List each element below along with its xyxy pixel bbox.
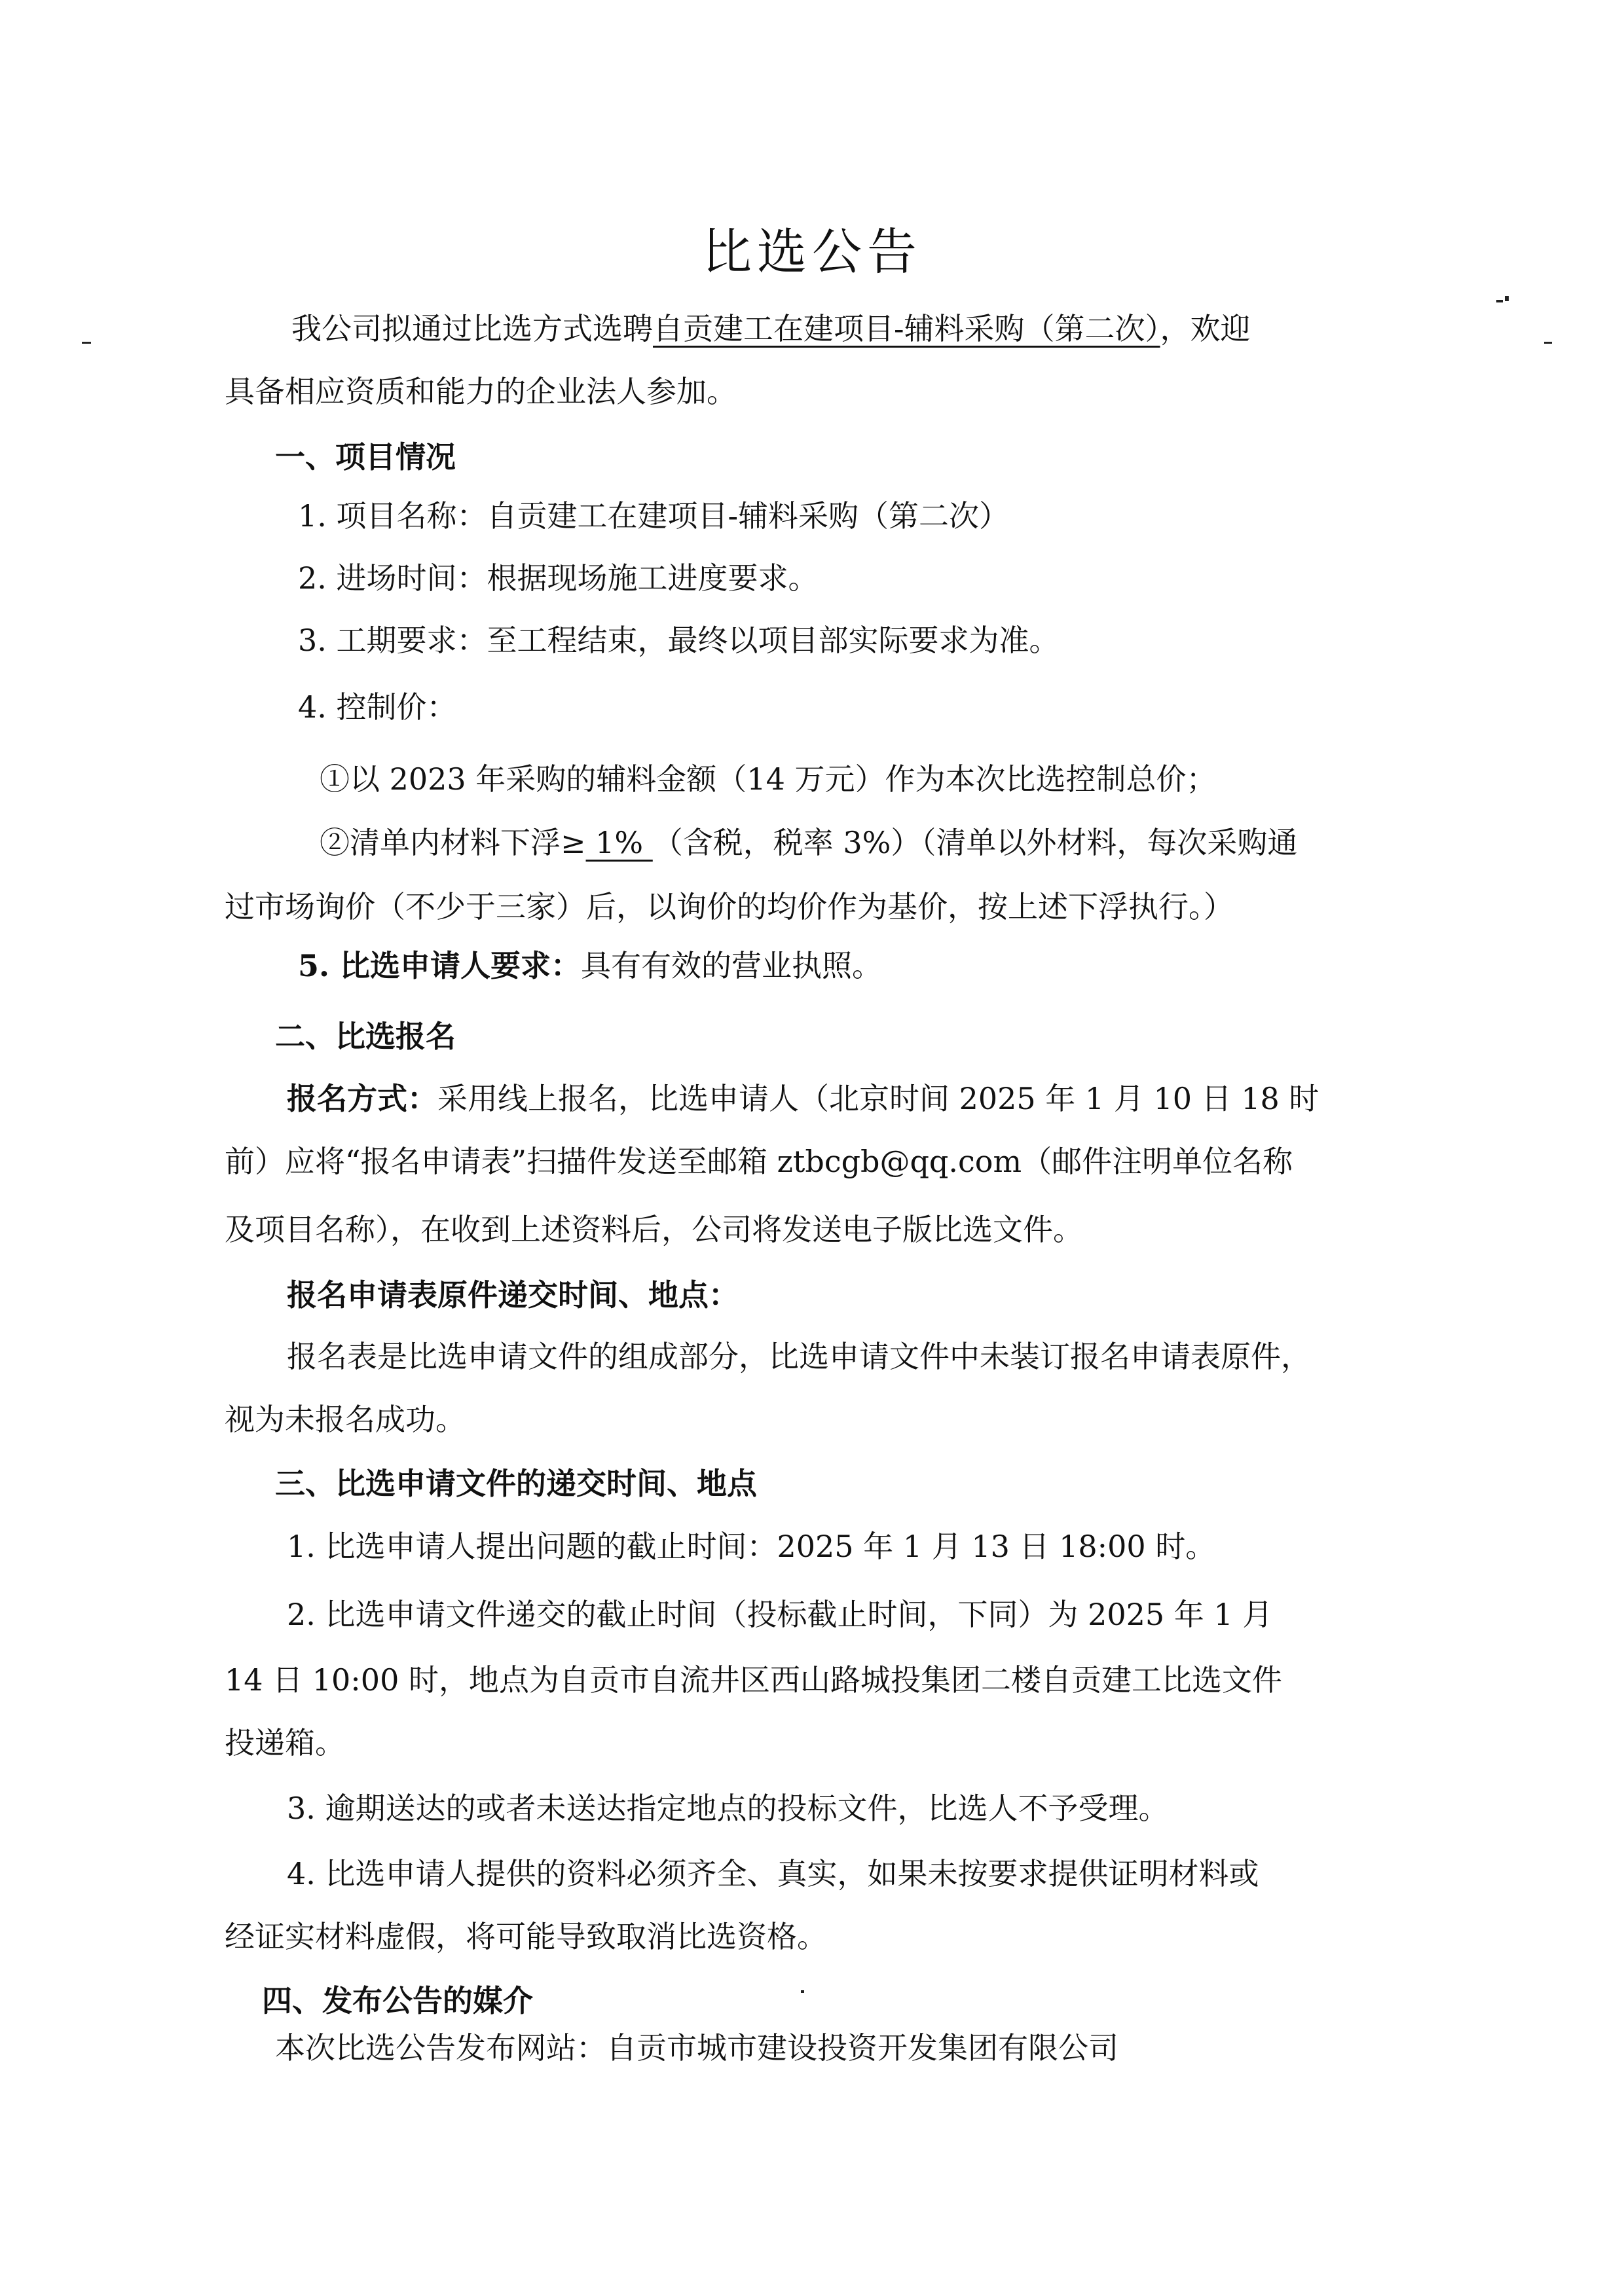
s1-item-1: 1. 项目名称：自贡建工在建项目-辅料采购（第二次） [298, 498, 1010, 534]
s1-price-2-rate: 1% [585, 825, 653, 860]
page-title: 比选公告 [702, 223, 922, 281]
s2-method-line-3: 及项目名称），在收到上述资料后，公司将发送电子版比选文件。 [225, 1212, 1083, 1247]
section-4-heading: 四、发布公告的媒介 [262, 1983, 533, 2018]
s3-item-4-line-1: 4. 比选申请人提供的资料必须齐全、真实，如果未按要求提供证明材料或 [287, 1856, 1259, 1891]
scan-speck [1505, 296, 1509, 301]
s2-original-line-1: 报名表是比选申请文件的组成部分，比选申请文件中未装订报名申请表原件， [287, 1339, 1311, 1374]
section-2-heading: 二、比选报名 [275, 1019, 456, 1054]
scan-speck [82, 342, 91, 344]
scan-speck [801, 1990, 804, 1993]
section-1-heading: 一、项目情况 [275, 439, 456, 475]
scan-speck [1496, 300, 1503, 302]
s4-text: 本次比选公告发布网站：自贡市城市建设投资开发集团有限公司 [275, 2030, 1118, 2066]
intro-pre: 我公司拟通过比选方式选聘 [291, 311, 653, 346]
s3-item-2-line-3: 投递箱。 [225, 1725, 345, 1760]
s1-price-2-pre: ②清单内材料下浮≥ [320, 825, 586, 860]
s2-method-text: 采用线上报名，比选申请人（北京时间 2025 年 1 月 10 日 18 时 [437, 1081, 1320, 1116]
s3-item-3: 3. 逾期送达的或者未送达指定地点的投标文件，比选人不予受理。 [287, 1791, 1169, 1826]
s2-original-line-2: 视为未报名成功。 [225, 1402, 466, 1437]
intro-line-1 [291, 309, 1251, 348]
scan-speck [1544, 342, 1552, 344]
s1-item-5-text: 具有有效的营业执照。 [581, 948, 883, 983]
s3-item-4-line-2: 经证实材料虚假，将可能导致取消比选资格。 [225, 1919, 827, 1954]
s3-item-2-line-1: 2. 比选申请文件递交的截止时间（投标截止时间，下同）为 2025 年 1 月 [287, 1597, 1273, 1632]
section-3-heading: 三、比选申请文件的递交时间、地点 [275, 1466, 757, 1501]
s1-item-4: 4. 控制价： [298, 689, 457, 725]
s1-item-2: 2. 进场时间：根据现场施工进度要求。 [298, 560, 819, 596]
s1-price-1: ①以 2023 年采购的辅料金额（14 万元）作为本次比选控制总价； [320, 761, 1217, 797]
s3-item-1: 1. 比选申请人提出问题的截止时间：2025 年 1 月 13 日 18:00 时。 [287, 1529, 1216, 1564]
s1-price-2-line-2: 过市场询价（不少于三家）后，以询价的均价作为基价，按上述下浮执行。） [225, 889, 1234, 924]
s2-method-label: 报名方式： [287, 1081, 437, 1116]
s1-item-5 [298, 946, 882, 985]
intro-post: ，欢迎 [1160, 311, 1251, 346]
s2-method-line-1 [287, 1079, 1319, 1118]
intro-line-2: 具备相应资质和能力的企业法人参加。 [225, 374, 737, 409]
s1-price-2-line-1 [320, 823, 1297, 862]
s2-method-line-2: 前）应将“报名申请表”扫描件发送至邮箱 ztbcgb@qq.com（邮件注明单位名称 [225, 1144, 1293, 1179]
s2-original-label: 报名申请表原件递交时间、地点： [287, 1277, 739, 1313]
intro-project-name: 自贡建工在建项目-辅料采购（第二次） [653, 311, 1160, 346]
s3-item-2-line-2: 14 日 10:00 时，地点为自贡市自流井区西山路城投集团二楼自贡建工比选文件 [225, 1662, 1282, 1698]
s1-item-3: 3. 工期要求：至工程结束，最终以项目部实际要求为准。 [298, 623, 1060, 658]
s1-price-2-post: （含税，税率 3%）（清单以外材料，每次采购通 [652, 825, 1298, 860]
s1-item-5-label: 5. 比选申请人要求： [298, 948, 581, 983]
